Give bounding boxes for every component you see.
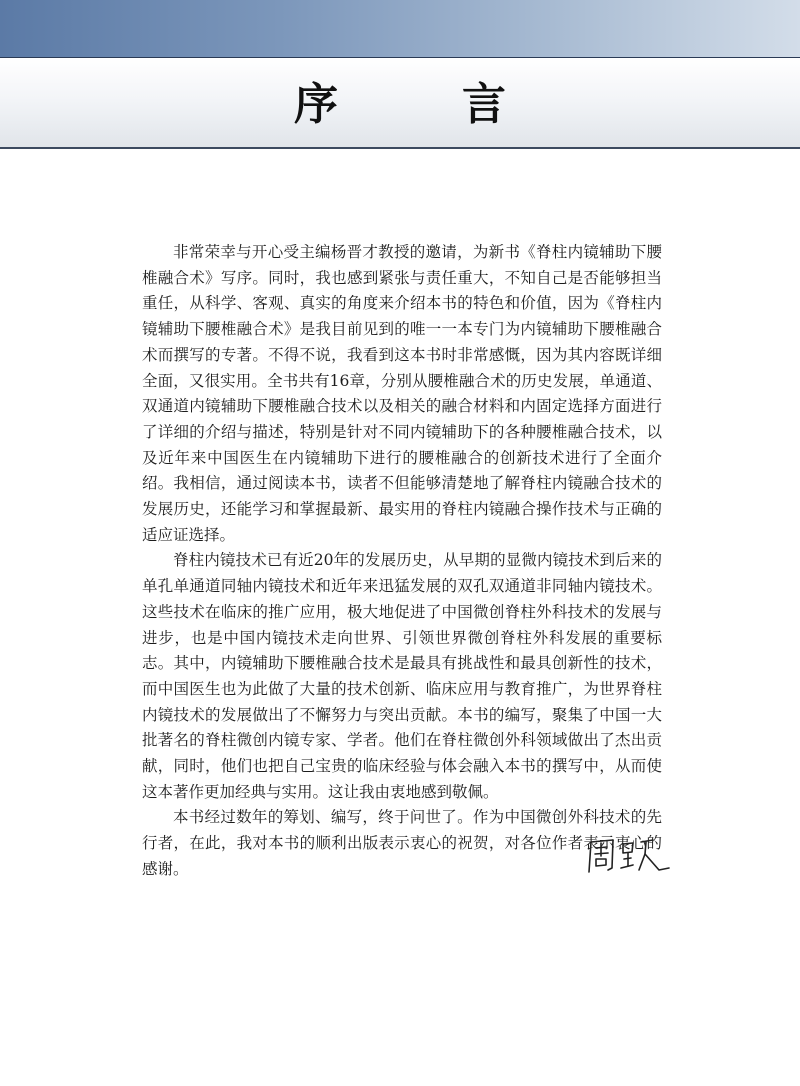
paragraph-2: 脊柱内镜技术已有近20年的发展历史，从早期的显微内镜技术到后来的单孔单通道同轴内镜技术和近年来迅猛发展的双孔双通道非同轴内镜技术。这些技术在临床的推广应用，极大地促进了中国微创脊柱外科技术的发展与进步，也是中国内镜技术走向世界、引领世界微创脊柱外科发展的重要标志。其中，内镜辅助下腰椎融合技术是最具有挑战性和最具创新性的技术，而中国医生也为此做了大量的技术创新、临床应用与教育推广，为世界脊柱内镜技术的发展做出了不懈努力与突出贡献。本书的编写，聚集了中国一大批著名的脊柱微创内镜专家、学者。他们在脊柱微创外科领域做出了杰出贡献，同时，他们也把自己宝贵的临床经验与体会融入本书的撰写中，从而使这本著作更加经典与实用。这让我由衷地感到敬佩。 xyxy=(142,551,662,801)
paragraph-3: 本书经过数年的筹划、编写，终于问世了。作为中国微创外科技术的先行者，在此，我对本书的顺利出版表示衷心的祝贺，对各位作者表示衷心的感谢。 xyxy=(142,808,662,878)
handwritten-signature xyxy=(583,832,673,880)
header-gradient-band xyxy=(0,0,800,58)
paragraph-1: 非常荣幸与开心受主编杨晋才教授的邀请，为新书《脊柱内镜辅助下腰椎融合术》写序。同时，我也感到紧张与责任重大，不知自己是否能够担当重任，从科学、客观、真实的角度来介绍本书的特色和价值，因为《脊柱内镜辅助下腰椎融合术》是我目前见到的唯一一本专门为内镜辅助下腰椎融合术而撰写的专著。不得不说，我看到这本书时非常感慨，因为其内容既详细全面，又很实用。全书共有16章，分别从腰椎融合术的历史发展，单通道、双通道内镜辅助下腰椎融合技术以及相关的融合材料和内固定选择方面进行了详细的介绍与描述，特别是针对不同内镜辅助下的各种腰椎融合技术，以及近年来中国医生在内镜辅助下进行的腰椎融合的创新技术进行了全面介绍。我相信，通过阅读本书，读者不但能够清楚地了解脊柱内镜融合技术的发展历史，还能学习和掌握最新、最实用的脊柱内镜融合操作技术与正确的适应证选择。 xyxy=(142,243,662,544)
preface-body xyxy=(142,240,662,883)
page-title: 序 言 xyxy=(294,79,546,130)
